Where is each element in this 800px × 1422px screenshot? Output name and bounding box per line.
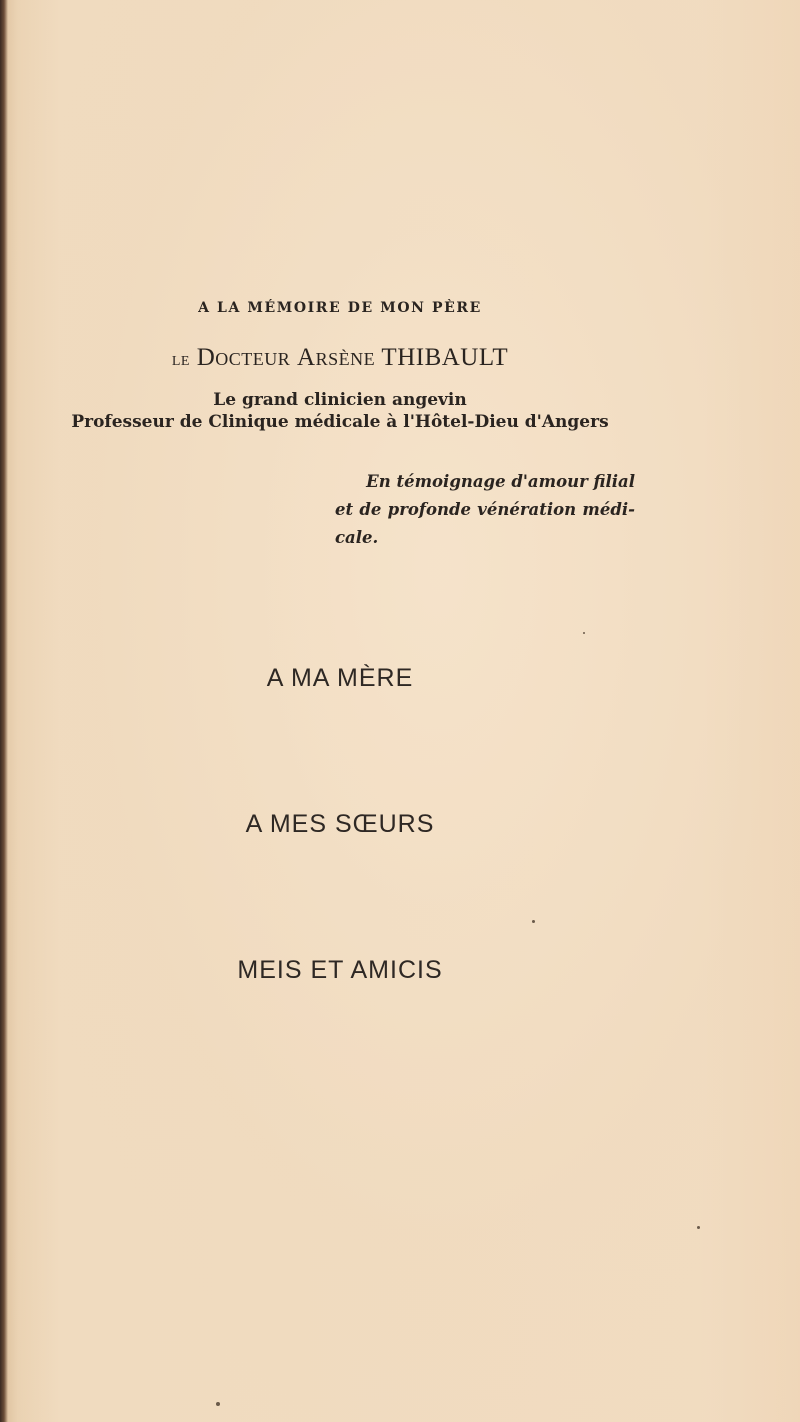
paper-speck: [216, 1402, 220, 1406]
temoignage-line-1: En témoignage d'amour filial: [366, 472, 635, 491]
book-spine-edge: [0, 0, 8, 1422]
temoignage-line-3: cale.: [335, 528, 379, 547]
temoignage-paragraph: [335, 468, 635, 552]
docteur-first-name: Arsène: [297, 344, 376, 371]
paper-speck: [583, 632, 585, 634]
paper-speck: [532, 920, 535, 923]
memoire-heading: A LA MÉMOIRE DE MON PÈRE: [198, 300, 482, 316]
clinicien-line: Le grand clinicien angevin: [213, 390, 467, 410]
mere-dedication: A MA MÈRE: [266, 664, 414, 692]
docteur-surname: THIBAULT: [381, 344, 509, 371]
docteur-title: Docteur: [196, 344, 291, 371]
paper-speck: [697, 1226, 700, 1229]
soeurs-dedication: A MES SŒURS: [245, 810, 435, 838]
docteur-article: le: [171, 348, 190, 370]
professeur-line: Professeur de Clinique médicale à l'Hôtel-Dieu d'Angers: [71, 412, 609, 432]
amicis-dedication: MEIS ET AMICIS: [237, 956, 443, 984]
docteur-line: [0, 344, 680, 372]
temoignage-line-2: et de profonde vénération médi-: [335, 500, 635, 519]
